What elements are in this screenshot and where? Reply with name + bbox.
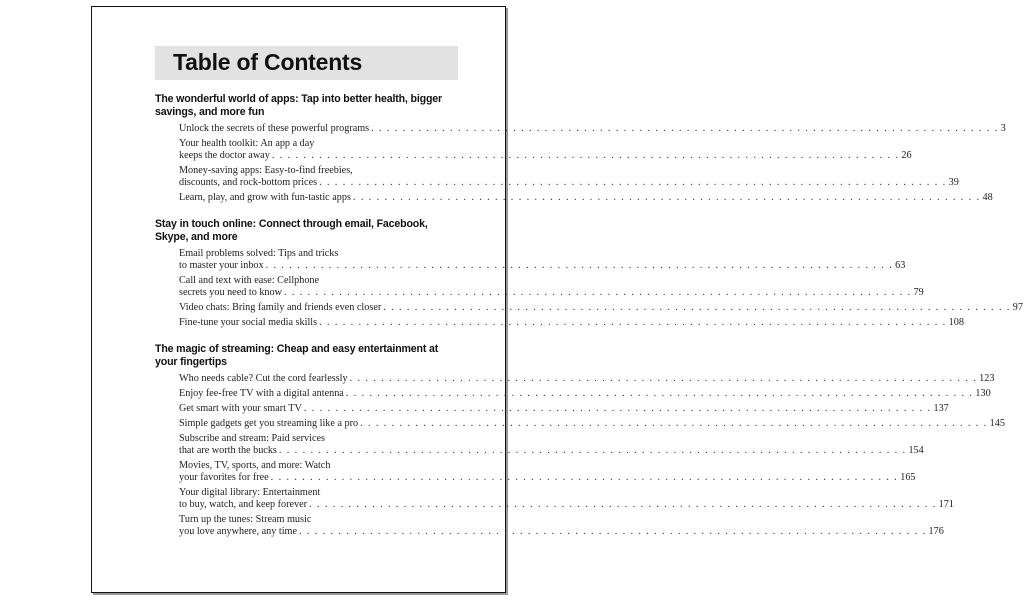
page-number: 26 [901, 150, 912, 161]
entry-title: discounts, and rock-bottom prices [179, 177, 318, 188]
toc-entry [179, 275, 924, 299]
entry-title: Unlock the secrets of these powerful programs [179, 123, 370, 134]
page-number: 39 [948, 177, 959, 188]
dot-leader: . . . . . . . . . . . . . . . . . . . . . . . . . . . . . . . . . . . . . . . . . . . . . . . . . . . . . . . . . . . . . . . . . . . . . . . . . . . . . . . . [319, 317, 947, 328]
toc-entry [179, 403, 949, 415]
dot-leader: . . . . . . . . . . . . . . . . . . . . . . . . . . . . . . . . . . . . . . . . . . . . . . . . . . . . . . . . . . . . . . . . . . . . . . . . . . . . . . . . [352, 192, 981, 203]
entry-title-line: Turn up the tunes: Stream music [179, 514, 312, 525]
dot-leader: . . . . . . . . . . . . . . . . . . . . . . . . . . . . . . . . . . . . . . . . . . . . . . . . . . . . . . . . . . . . . . . . . . . . . . . . . . . . . . . . [303, 403, 932, 414]
page-number: 3 [1000, 123, 1006, 134]
entry-title-line: Your digital library: Entertainment [179, 487, 321, 498]
toc-entry [179, 388, 991, 400]
page-number: 130 [975, 388, 991, 399]
entry-title: to buy, watch, and keep forever [179, 499, 308, 510]
page-title: Table of Contents [173, 49, 363, 75]
toc-entry [179, 460, 916, 484]
toc-entry [179, 302, 1023, 314]
toc-entry [179, 123, 1006, 135]
page-number: 145 [989, 418, 1005, 429]
dot-leader: . . . . . . . . . . . . . . . . . . . . . . . . . . . . . . . . . . . . . . . . . . . . . . . . . . . . . . . . . . . . . . . . . . . . . . . . . . . . . . . . [309, 499, 937, 510]
entry-title: to master your inbox [179, 260, 264, 271]
entry-title: Enjoy fee-free TV with a digital antenna [179, 388, 344, 399]
toc-entry [179, 433, 924, 457]
toc-entry [179, 192, 993, 204]
entry-title: Learn, play, and grow with fun-tastic apps [179, 192, 351, 203]
toc-entry [179, 487, 954, 511]
page-number: 48 [982, 192, 993, 203]
entry-title-line: Subscribe and stream: Paid services [179, 433, 325, 444]
dot-leader: . . . . . . . . . . . . . . . . . . . . . . . . . . . . . . . . . . . . . . . . . . . . . . . . . . . . . . . . . . . . . . . . . . . . . . . . . . . . . . . . [265, 260, 894, 271]
section-heading: The magic of streaming: Cheap and easy entertainment at your fingertips [155, 343, 439, 368]
dot-leader: . . . . . . . . . . . . . . . . . . . . . . . . . . . . . . . . . . . . . . . . . . . . . . . . . . . . . . . . . . . . . . . . . . . . . . . . . . . . . . . . [278, 445, 907, 456]
entry-title-line: Money-saving apps: Easy-to-find freebies, [179, 165, 353, 176]
entry-title: your favorites for free [179, 472, 269, 483]
section-heading: Stay in touch online: Connect through email, Facebook, Skype, and more [155, 218, 428, 243]
dot-leader: . . . . . . . . . . . . . . . . . . . . . . . . . . . . . . . . . . . . . . . . . . . . . . . . . . . . . . . . . . . . . . . . . . . . . . . . . . . . . . . . [383, 302, 1011, 313]
entry-title: Get smart with your smart TV [179, 403, 302, 414]
dot-leader: . . . . . . . . . . . . . . . . . . . . . . . . . . . . . . . . . . . . . . . . . . . . . . . . . . . . . . . . . . . . . . . . . . . . . . . . . . . . . . . . [360, 418, 988, 429]
dot-leader: . . . . . . . . . . . . . . . . . . . . . . . . . . . . . . . . . . . . . . . . . . . . . . . . . . . . . . . . . . . . . . . . . . . . . . . . . . . . . . . . [271, 150, 900, 161]
entry-title-line: Movies, TV, sports, and more: Watch [179, 460, 331, 471]
toc-section [155, 343, 1005, 538]
dot-leader: . . . . . . . . . . . . . . . . . . . . . . . . . . . . . . . . . . . . . . . . . . . . . . . . . . . . . . . . . . . . . . . . . . . . . . . . . . . . . . . . [371, 123, 999, 134]
dot-leader: . . . . . . . . . . . . . . . . . . . . . . . . . . . . . . . . . . . . . . . . . . . . . . . . . . . . . . . . . . . . . . . . . . . . . . . . . . . . . . . . [283, 287, 912, 298]
toc-section [155, 218, 1023, 329]
entry-title: secrets you need to know [179, 287, 282, 298]
document-page [91, 6, 1023, 593]
dot-leader: . . . . . . . . . . . . . . . . . . . . . . . . . . . . . . . . . . . . . . . . . . . . . . . . . . . . . . . . . . . . . . . . . . . . . . . . . . . . . . . . [270, 472, 899, 483]
section-heading: The wonderful world of apps: Tap into better health, bigger savings, and more fun [155, 93, 442, 118]
toc-entry [179, 418, 1005, 430]
page-number: 63 [895, 260, 906, 271]
entry-title: Video chats: Bring family and friends even closer [179, 302, 382, 313]
toc-entry [179, 248, 906, 272]
page-number: 176 [928, 526, 944, 537]
toc-section [155, 93, 1006, 204]
entry-title: that are worth the bucks [179, 445, 277, 456]
entry-title-line: Email problems solved: Tips and tricks [179, 248, 339, 259]
toc-entry [179, 373, 995, 385]
dot-leader: . . . . . . . . . . . . . . . . . . . . . . . . . . . . . . . . . . . . . . . . . . . . . . . . . . . . . . . . . . . . . . . . . . . . . . . . . . . . . . . . [349, 373, 978, 384]
entry-title: Fine-tune your social media skills [179, 317, 318, 328]
entry-title: keeps the doctor away [179, 150, 270, 161]
toc-entry [179, 317, 964, 329]
title-banner [155, 46, 458, 80]
page-number: 79 [913, 287, 924, 298]
toc-entry [179, 165, 959, 189]
dot-leader: . . . . . . . . . . . . . . . . . . . . . . . . . . . . . . . . . . . . . . . . . . . . . . . . . . . . . . . . . . . . . . . . . . . . . . . . . . . . . . . . [298, 526, 927, 537]
dot-leader: . . . . . . . . . . . . . . . . . . . . . . . . . . . . . . . . . . . . . . . . . . . . . . . . . . . . . . . . . . . . . . . . . . . . . . . . . . . . . . . . [345, 388, 974, 399]
page-number: 123 [979, 373, 995, 384]
dot-leader: . . . . . . . . . . . . . . . . . . . . . . . . . . . . . . . . . . . . . . . . . . . . . . . . . . . . . . . . . . . . . . . . . . . . . . . . . . . . . . . . [319, 177, 947, 188]
entry-title: Simple gadgets get you streaming like a pro [179, 418, 359, 429]
entry-title: you love anywhere, any time [179, 526, 297, 537]
page-number: 171 [938, 499, 954, 510]
page-number: 97 [1012, 302, 1023, 313]
entry-title: Who needs cable? Cut the cord fearlessly [179, 373, 348, 384]
toc-entry [179, 514, 944, 538]
page-number: 165 [900, 472, 916, 483]
toc-sections [155, 93, 1023, 552]
entry-title-line: Your health toolkit: An app a day [179, 138, 315, 149]
page-number: 108 [948, 317, 964, 328]
toc-entry [179, 138, 912, 162]
page-number: 137 [933, 403, 949, 414]
page-number: 154 [908, 445, 924, 456]
entry-title-line: Call and text with ease: Cellphone [179, 275, 320, 286]
